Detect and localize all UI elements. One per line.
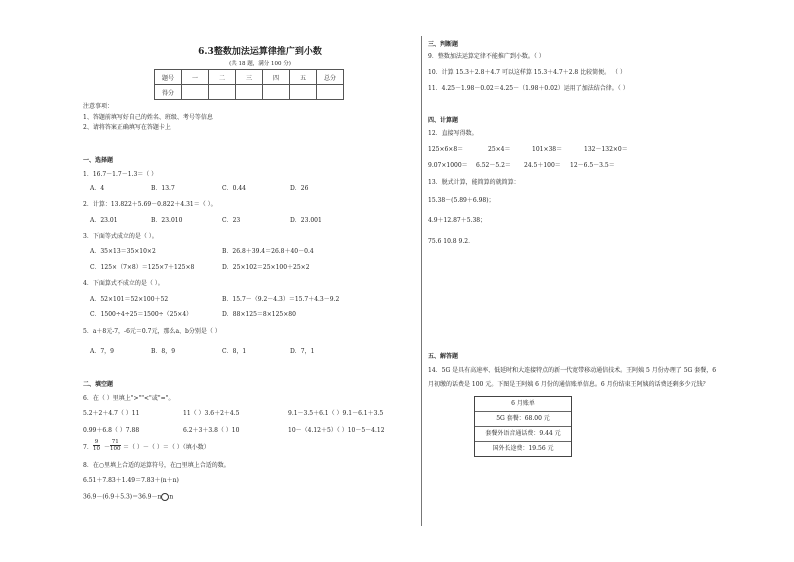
fraction-numerator: 9 — [94, 439, 99, 445]
option[interactable]: A．35×13＝35×10×2 — [90, 248, 156, 255]
calc-item: 15.38－(5.89＋6.98)； — [428, 197, 495, 204]
question-stem: 1．16.7－1.7－1.3＝（ ） — [83, 171, 158, 178]
bill-title: 6 月账单 — [475, 397, 571, 412]
option[interactable]: C．1500÷4÷25＝1500÷（25×4） — [90, 311, 193, 318]
option[interactable]: C．8，1 — [222, 348, 247, 355]
problem-text: 14．5G 是具有高速率、低延时和大连接特点的新一代宽带移动通信技术。王阿姨 5 月份办理了 5G 套餐，6 — [428, 367, 717, 374]
fraction-numerator: 71 — [111, 439, 119, 445]
fraction-denominator: 10 — [93, 446, 100, 452]
option[interactable]: B．13.7 — [151, 185, 175, 192]
fill-in-line[interactable]: ＝（ ）－（ ）＝（ ）（填小数） — [123, 444, 210, 451]
score-header-cell: 四 — [263, 70, 290, 85]
bill-row: 套餐外语音通话费：9.44 元 — [475, 427, 571, 442]
fraction — [110, 439, 121, 452]
score-cell[interactable] — [209, 85, 236, 100]
judge-item[interactable]: 10．计算 15.3＋2.8＋4.7 可以这样算 15.3＋4.7＋2.8 比较简便。 （ ） — [428, 69, 626, 76]
score-table — [154, 69, 344, 100]
bill-row: 国外长途费：19.56 元 — [492, 445, 554, 452]
option[interactable]: C．0.44 — [222, 185, 246, 192]
score-cell[interactable] — [236, 85, 263, 100]
score-header-cell: 五 — [290, 70, 317, 85]
notice-item: 2、请将答案正确填写在答题卡上 — [83, 124, 171, 131]
score-header-cell: 二 — [209, 70, 236, 85]
judge-item[interactable]: 11．4.25－1.98－0.02＝4.25－（1.98＋0.02）运用了加法结合律。（ ） — [428, 85, 629, 92]
option[interactable]: B．26.8＋39.4＝26.8＋40－0.4 — [222, 248, 314, 255]
score-header-cell: 总分 — [317, 70, 344, 85]
calc-item: 12－6.5－3.5＝ — [570, 162, 615, 169]
calc-item: 132－132×0＝ — [584, 146, 628, 153]
column-divider — [421, 36, 422, 526]
score-header-cell: 三 — [236, 70, 263, 85]
notice-heading: 注意事项： — [83, 103, 114, 110]
option[interactable]: C．125×（7×8）＝125×7＋125×8 — [90, 264, 195, 271]
compare-item[interactable]: 9.1－3.5＋6.1（ ）9.1－6.1＋3.5 — [288, 410, 384, 417]
judge-item[interactable]: 9．整数加法运算定律不能推广到小数。（ ） — [428, 53, 545, 60]
option[interactable]: B．15.7－（9.2－4.3）＝15.7＋4.3－9.2 — [222, 296, 340, 303]
section-heading: 五、解答题 — [428, 353, 459, 360]
minus-sign: － — [104, 444, 111, 451]
score-cell[interactable] — [182, 85, 209, 100]
page-subtitle: (共 18 题，满分 100 分) — [229, 61, 291, 67]
section-heading: 二、填空题 — [83, 381, 114, 388]
option[interactable]: A．52×101＝52×100＋52 — [90, 296, 169, 303]
question-stem: 8．在○里填上合适的运算符号，在□里填上合适的数。 — [83, 462, 230, 469]
score-table-header-row — [155, 70, 344, 85]
option[interactable]: C．23 — [222, 217, 241, 224]
fraction-denominator: 100 — [110, 446, 121, 452]
option[interactable]: A．23.01 — [90, 217, 118, 224]
score-cell[interactable] — [317, 85, 344, 100]
option[interactable]: D．23.001 — [290, 217, 322, 224]
option[interactable]: D．25×102＝25×100＋25×2 — [222, 264, 310, 271]
compare-item[interactable]: 5.2＋2＋4.7（ ）11 — [83, 410, 140, 417]
score-cell[interactable] — [290, 85, 317, 100]
bill-box — [474, 396, 572, 457]
question-number: 7． — [83, 444, 93, 451]
question-stem: 6．在（ ）里填上">""<"或"="。 — [83, 395, 175, 402]
bill-row: 5G 套餐：68.00 元 — [475, 412, 571, 427]
option[interactable]: B．8，9 — [151, 348, 176, 355]
question-stem: 5．a＋8元-7，-6元＝0.7元，那么a、b分别是（ ） — [83, 328, 221, 335]
score-header-cell: 题号 — [155, 70, 182, 85]
option[interactable]: A．7，9 — [90, 348, 114, 355]
question-stem: 3．下面等式成立的是（ ）。 — [83, 233, 158, 240]
option[interactable]: A．4 — [90, 185, 105, 192]
fill-in-line[interactable]: 6.51＋7.83＋1.49＝7.83＋(n＋n) — [83, 477, 179, 484]
calc-item: 25×4＝ — [488, 146, 511, 153]
calc-item: 75.6 10.8 9.2． — [428, 238, 475, 245]
fill-in-line[interactable] — [83, 493, 173, 501]
score-header-cell: 一 — [182, 70, 209, 85]
question-stem: 12．直接写得数。 — [428, 130, 478, 137]
question-stem: 13．脱式计算，能简算的就简算： — [428, 179, 520, 186]
compare-item[interactable]: 6.2＋3＋3.8（ ）10 — [183, 427, 240, 434]
compare-item[interactable]: 10－（4.12＋5）（ ）10－5－4.12 — [288, 427, 385, 434]
calc-item: 6.52－5.2＝ — [476, 162, 511, 169]
page-title: 6.3整数加法运算律推广到小数 — [198, 47, 322, 57]
section-heading: 四、计算题 — [428, 117, 459, 124]
score-row-label: 得分 — [155, 85, 182, 100]
calc-item: 125×6×8＝ — [428, 146, 464, 153]
option[interactable]: B．23.010 — [151, 217, 183, 224]
section-heading: 三、判断题 — [428, 41, 459, 48]
compare-item[interactable]: 0.99＋6.8（ ）7.88 — [83, 427, 140, 434]
option[interactable]: D．26 — [290, 185, 309, 192]
compare-item[interactable]: 11（ ）3.6＋2＋4.5 — [183, 410, 240, 417]
fraction — [93, 439, 100, 452]
calc-item: 101×38＝ — [532, 146, 563, 153]
calc-item: 4.9＋12.87＋5.38； — [428, 217, 487, 224]
calc-item: 24.5＋100＝ — [524, 162, 561, 169]
question-stem: 4．下面算式不成立的是（ ）。 — [83, 280, 164, 287]
option[interactable]: D．88×125＝8×125×80 — [222, 311, 296, 318]
notice-item: 1、答题前填写好自己的姓名、班级、考号等信息 — [83, 114, 213, 121]
fill-in-text: n — [169, 493, 174, 501]
score-table-row — [155, 85, 344, 100]
calc-item: 9.07×1000＝ — [428, 162, 468, 169]
problem-text: 月初缴的话费是 100 元。下图是王阿姨 6 月份的通信账单信息。6 月份结束王阿姨的话费还剩多少元钱？ — [428, 381, 709, 388]
question-stem: 2．计算：13.822＋5.69－0.822＋4.31＝（ ）。 — [83, 201, 217, 208]
section-heading: 一、选择题 — [83, 157, 114, 164]
score-cell[interactable] — [263, 85, 290, 100]
option[interactable]: D．7，1 — [290, 348, 315, 355]
fill-in-text: 36.9－(6.9＋5.3)＝36.9－n — [83, 493, 162, 501]
